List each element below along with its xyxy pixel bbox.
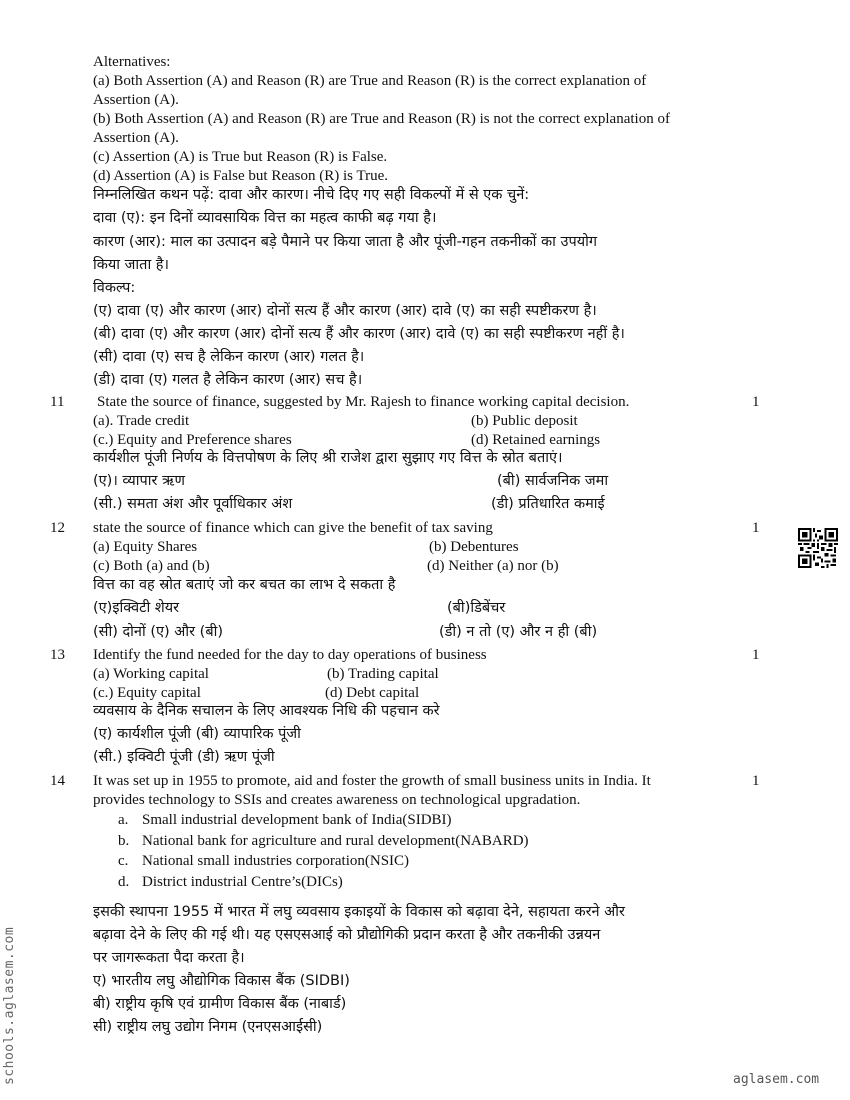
footer-watermark: aglasem.com <box>733 1072 820 1087</box>
hindi-reason-line1: कारण (आर): माल का उत्पादन बड़े पैमाने पर किया जाता है और पूंजी-गहन तकनीकों का उपयोग <box>93 234 598 250</box>
question-marks: 1 <box>752 647 760 663</box>
q12-option-c: (c) Both (a) and (b) <box>93 558 210 574</box>
q12-hindi-option-c: (सी) दोनों (ए) और (बी) <box>93 624 224 640</box>
q14-hindi-question-line3: पर जागरूकता पैदा करता है। <box>93 950 245 966</box>
hindi-reason-line2: किया जाता है। <box>93 257 170 273</box>
q14-option-c: National small industries corporation(NSIC) <box>142 853 410 869</box>
question-marks: 1 <box>752 773 760 789</box>
question-number: 11 <box>50 394 65 410</box>
alternatives-title: Alternatives: <box>93 54 171 70</box>
q14-option-d-label: d. <box>118 874 130 890</box>
side-watermark: schools.aglasem.com <box>2 926 17 1085</box>
q14-option-c-label: c. <box>118 853 129 869</box>
q11-question: State the source of finance, suggested by Mr. Rajesh to finance working capital decision. <box>97 394 630 410</box>
question-marks: 1 <box>752 520 760 536</box>
q14-option-b: National bank for agriculture and rural development(NABARD) <box>142 833 529 849</box>
q13-option-b: (b) Trading capital <box>327 666 439 682</box>
hindi-ar-intro: निम्नलिखित कथन पढ़ें: दावा और कारण। नीचे दिए गए सही विकल्पों में से एक चुनें: <box>93 187 530 203</box>
q14-option-a: Small industrial development bank of India(SIDBI) <box>142 812 452 828</box>
q12-option-d: (d) Neither (a) nor (b) <box>427 558 559 574</box>
q12-hindi-option-a: (ए)इक्विटी शेयर <box>93 600 180 616</box>
alternative-b-line2: Assertion (A). <box>93 130 179 146</box>
q13-question: Identify the fund needed for the day to day operations of business <box>93 647 487 663</box>
question-number: 12 <box>50 520 65 536</box>
q14-question-line1: It was set up in 1955 to promote, aid and foster the growth of small business units in India. It <box>93 773 651 789</box>
alternative-a-line2: Assertion (A). <box>93 92 179 108</box>
q11-option-c: (c.) Equity and Preference shares <box>93 432 292 448</box>
q11-option-b: (b) Public deposit <box>471 413 578 429</box>
hindi-option-c: (सी) दावा (ए) सच है लेकिन कारण (आर) गलत है। <box>93 349 365 365</box>
question-number: 13 <box>50 647 65 663</box>
q11-hindi-option-c: (सी.) समता अंश और पूर्वाधिकार अंश <box>93 496 293 512</box>
q13-hindi-options-ab: (ए) कार्यशील पूंजी (बी) व्यापारिक पूंजी <box>93 726 301 742</box>
hindi-option-b: (बी) दावा (ए) और कारण (आर) दोनों सत्य हैं और कारण (आर) दावे (ए) का सही स्पष्टीकरण नहीं है। <box>93 326 625 342</box>
q12-option-b: (b) Debentures <box>429 539 519 555</box>
q14-hindi-option-b: बी) राष्ट्रीय कृषि एवं ग्रामीण विकास बैंक (नाबार्ड) <box>93 996 347 1012</box>
q14-question-line2: provides technology to SSIs and creates awareness on technological upgradation. <box>93 792 581 808</box>
q12-hindi-option-b: (बी)डिबेंचर <box>447 600 506 616</box>
q13-option-d: (d) Debt capital <box>325 685 420 701</box>
q14-option-d: District industrial Centre’s(DICs) <box>142 874 343 890</box>
q14-option-a-label: a. <box>118 812 129 828</box>
question-marks: 1 <box>752 394 760 410</box>
q11-option-a: (a). Trade credit <box>93 413 190 429</box>
q12-option-a: (a) Equity Shares <box>93 539 198 555</box>
q11-hindi-option-b: (बी) सार्वजनिक जमा <box>497 473 609 489</box>
q14-hindi-option-a: ए) भारतीय लघु औद्योगिक विकास बैंक (SIDBI) <box>93 973 350 989</box>
hindi-option-a: (ए) दावा (ए) और कारण (आर) दोनों सत्य हैं और कारण (आर) दावे (ए) का सही स्पष्टीकरण है। <box>93 303 597 319</box>
q13-option-a: (a) Working capital <box>93 666 209 682</box>
q14-hindi-question-line1: इसकी स्थापना 1955 में भारत में लघु व्यवसाय इकाइयों के विकास को बढ़ावा देने, सहायता करने और <box>93 904 625 920</box>
alternative-c: (c) Assertion (A) is True but Reason (R) is False. <box>93 149 388 165</box>
q13-hindi-question: व्यवसाय के दैनिक सचालन के लिए आवश्यक निधि की पहचान करे <box>93 703 440 719</box>
q12-question: state the source of finance which can give the benefit of tax saving <box>93 520 493 536</box>
alternative-b-line1: (b) Both Assertion (A) and Reason (R) are True and Reason (R) is not the correct explanation of <box>93 111 670 127</box>
alternative-a-line1: (a) Both Assertion (A) and Reason (R) are True and Reason (R) is the correct explanation of <box>93 73 647 89</box>
hindi-options-title: विकल्प: <box>93 280 136 296</box>
q13-option-c: (c.) Equity capital <box>93 685 201 701</box>
q12-hindi-question: वित्त का वह स्रोत बताएं जो कर बचत का लाभ दे सकता है <box>93 577 396 593</box>
qr-code-icon <box>798 528 838 568</box>
q11-hindi-option-d: (डी) प्रतिधारित कमाई <box>491 496 605 512</box>
q13-hindi-options-cd: (सी.) इक्विटी पूंजी (डी) ऋण पूंजी <box>93 749 275 765</box>
question-number: 14 <box>50 773 65 789</box>
q14-hindi-question-line2: बढ़ावा देने के लिए की गई थी। यह एसएसआई को प्रौद्योगिकी प्रदान करता है और तकनीकी उन्नयन <box>93 927 601 943</box>
q12-hindi-option-d: (डी) न तो (ए) और न ही (बी) <box>439 624 598 640</box>
q11-option-d: (d) Retained earnings <box>471 432 601 448</box>
q14-option-b-label: b. <box>118 833 130 849</box>
q14-hindi-option-c: सी) राष्ट्रीय लघु उद्योग निगम (एनएसआईसी) <box>93 1019 323 1035</box>
q11-hindi-option-a: (ए)। व्यापार ऋण <box>93 473 185 489</box>
alternative-d: (d) Assertion (A) is False but Reason (R) is True. <box>93 168 388 184</box>
q11-hindi-question: कार्यशील पूंजी निर्णय के वित्तपोषण के लिए श्री राजेश द्वारा सुझाए गए वित्त के स्रोत बताएं। <box>93 450 563 466</box>
hindi-option-d: (डी) दावा (ए) गलत है लेकिन कारण (आर) सच है। <box>93 372 363 388</box>
hindi-assertion: दावा (ए): इन दिनों व्यावसायिक वित्त का महत्व काफी बढ़ गया है। <box>93 210 437 226</box>
